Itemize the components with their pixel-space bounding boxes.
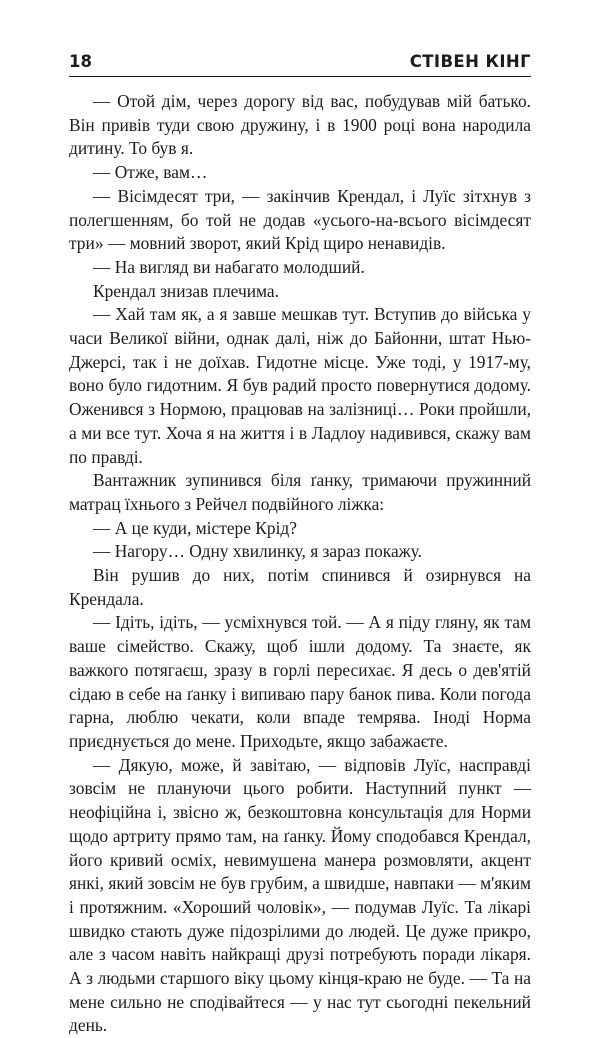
paragraph: Вантажник зупинився біля ґанку, тримаючи пружинний матрац їхнього з Рейчел подвійного ліжка: [69, 470, 531, 514]
paragraph: — На вигляд ви набагато молодший. [93, 256, 365, 277]
paragraph: Крендал знизав плечима. [93, 280, 279, 301]
paragraph: — Хай там як, а я завше мешкав тут. Вступив до війська у часи Великої війни, однак далі, ніж до Байонни, штат Нью-Джерсі, так і не доїхав. Гидотне місце. Уже тоді, у 1917-му, воно було гидотним. Я був радий просто повернутися додому. Оженився з Нормою, працював на залізниці… Роки пройшли, а ми все тут. Хоча я на життя і в Ладлоу надивився, скажу вам по правді. [69, 304, 531, 467]
paragraph: Він рушив до них, потім спинився й озирнувся на Крендала. [69, 565, 531, 609]
paragraph: — Отой дім, через дорогу від вас, побудував мій батько. Він привів туди свою дружину, і в 1900 році вона народила дитину. То був я. [69, 91, 531, 159]
page-number: 18 [69, 52, 92, 71]
body-text [69, 90, 531, 1038]
paragraph: — А це куди, містере Крід? [93, 517, 297, 538]
paragraph: — Нагору… Одну хвилинку, я зараз покажу. [93, 541, 422, 562]
paragraph: — Дякую, може, й завітаю, — відповів Луїс, насправді зовсім не плануючи цього робити. Наступний пункт — неофіційна і, звісно ж, безкоштовна консультація для Норми щодо артриту прямо там, на ґанку. Йому сподобався Крендал, його кривий осміх, невимушена манера розмовляти, акцент янкі, який зовсім не був грубим, а швидше, навпаки — м'яким і протяжним. «Хороший чоловік», — подумав Луїс. Та лікарі швидко стають дуже підозрілими до людей. Це дуже прикро, але з часом навіть найкращі друзі потребують поради лікаря. А з людьми старшого віку цьому кінця-краю не буде. — Та на мене сильно не сподівайтеся — у нас тут сьогодні пекельний день. [69, 754, 531, 1036]
paragraph: — Ідіть, ідіть, — усміхнувся той. — А я піду гляну, як там ваше сімейство. Скажу, щоб ішли додому. Та знаєте, як важкого потягаєш, зразу в горлі пересихає. Я десь о дев'ятій сідаю в себе на ґанку і випиваю пару банок пива. Коли погода гарна, люблю чекати, коли впаде темрява. Іноді Норма приєднується до мене. Приходьте, якщо забажаєте. [69, 612, 531, 751]
running-header [69, 52, 531, 77]
paragraph: — Вісімдесят три, — закінчив Крендал, і Луїс зітхнув з полегшенням, бо той не додав «усього-на-всього вісімдесят три» — мовний зворот, який Крід щиро ненавидів. [69, 185, 531, 254]
paragraph: — Отже, вам… [93, 162, 208, 183]
author-name: СТІВЕН КІНГ [409, 52, 531, 71]
